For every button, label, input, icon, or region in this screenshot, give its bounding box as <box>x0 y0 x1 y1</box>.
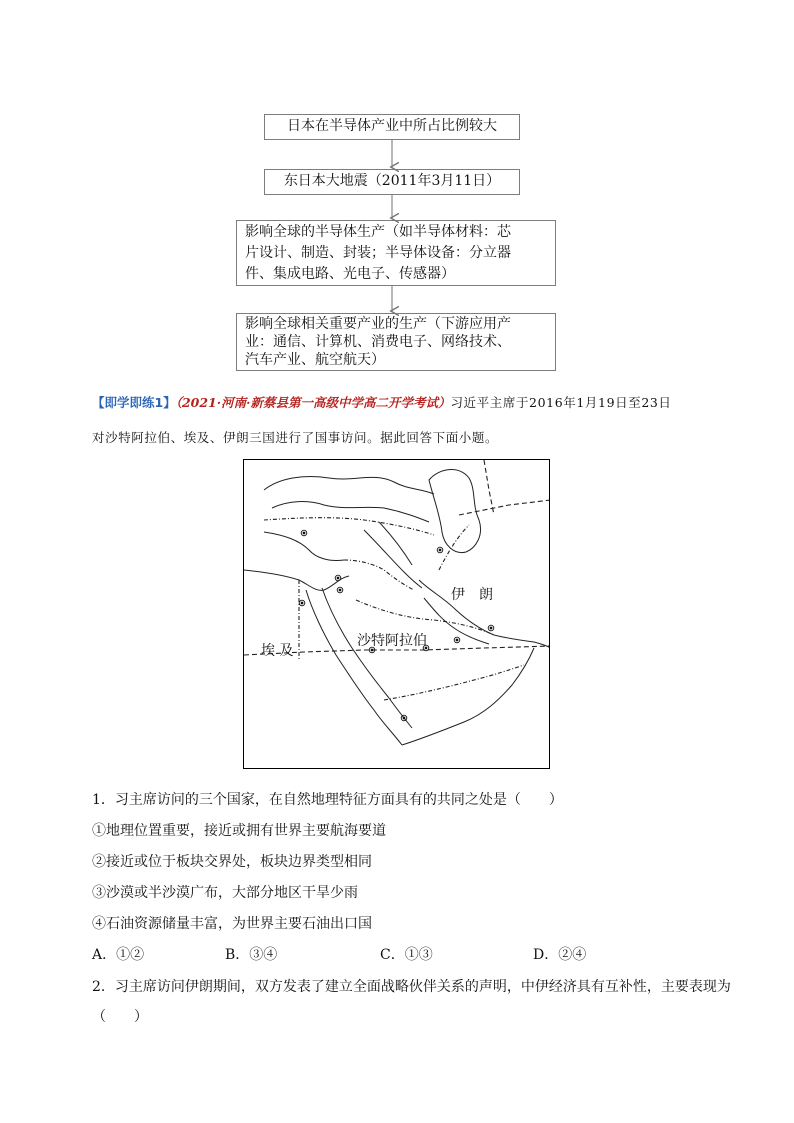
map-label-egypt: 埃 及 <box>261 643 294 659</box>
question-2-line-1: 2．习主席访问伊朗期间，双方发表了建立全面战略伙伴关系的声明，中伊经济具有互补性，主要表现为 <box>92 979 731 995</box>
flowchart-box-4-line: 影响全球相关重要产业的生产（下游应用产 <box>245 316 511 332</box>
statement-4: ④石油资源储量丰富，为世界主要石油出口国 <box>92 916 372 932</box>
flowchart-box-4-line: 汽车产业、航空航天） <box>245 352 385 368</box>
exercise-stem-line-2: 对沙特阿拉伯、埃及、伊朗三国进行了国事访问。据此回答下面小题。 <box>92 430 499 445</box>
map-label-saudi-arabia: 沙特阿拉伯 <box>357 633 427 649</box>
flowchart-box-3-line: 影响全球的半导体生产（如半导体材料：芯 <box>245 224 511 240</box>
option-d: D．②④ <box>533 947 587 963</box>
option-a: A．①② <box>92 947 145 963</box>
question-1: 1．习主席访问的三个国家，在自然地理特征方面具有的共同之处是（ ） <box>92 792 563 808</box>
exercise-stem-line-1: 习近平主席于2016年1月19日至23日 <box>450 395 672 410</box>
map-label-iran: 伊 朗 <box>451 587 493 603</box>
flowchart-arrows <box>0 0 794 400</box>
map-drawing <box>244 460 550 769</box>
middle-east-map <box>243 459 550 769</box>
exercise-header <box>92 393 672 411</box>
flowchart-box-1-text: 日本在半导体产业中所占比例较大 <box>287 118 497 134</box>
statement-2: ②接近或位于板块交界处，板块边界类型相同 <box>92 854 372 870</box>
option-c: C．①③ <box>380 947 433 963</box>
flowchart-box-3-line: 片设计、制造、封装；半导体设备：分立器 <box>245 245 511 261</box>
statement-3: ③沙漠或半沙漠广布，大部分地区干旱少雨 <box>92 885 358 901</box>
question-2-line-2: （ ） <box>92 1009 148 1025</box>
flowchart-box-3-line: 件、集成电路、光电子、传感器） <box>245 266 455 282</box>
option-b: B．③④ <box>225 947 278 963</box>
flowchart-box-4-line: 业：通信、计算机、消费电子、网络技术、 <box>245 334 511 350</box>
statement-1: ①地理位置重要，接近或拥有世界主要航海要道 <box>92 823 386 839</box>
exercise-tag: 【即学即练1】 <box>92 395 176 410</box>
flowchart-box-2-text: 东日本大地震（2011年3月11日） <box>283 173 501 189</box>
exercise-source: （2021·河南·新蔡县第一高级中学高二开学考试） <box>175 395 451 410</box>
